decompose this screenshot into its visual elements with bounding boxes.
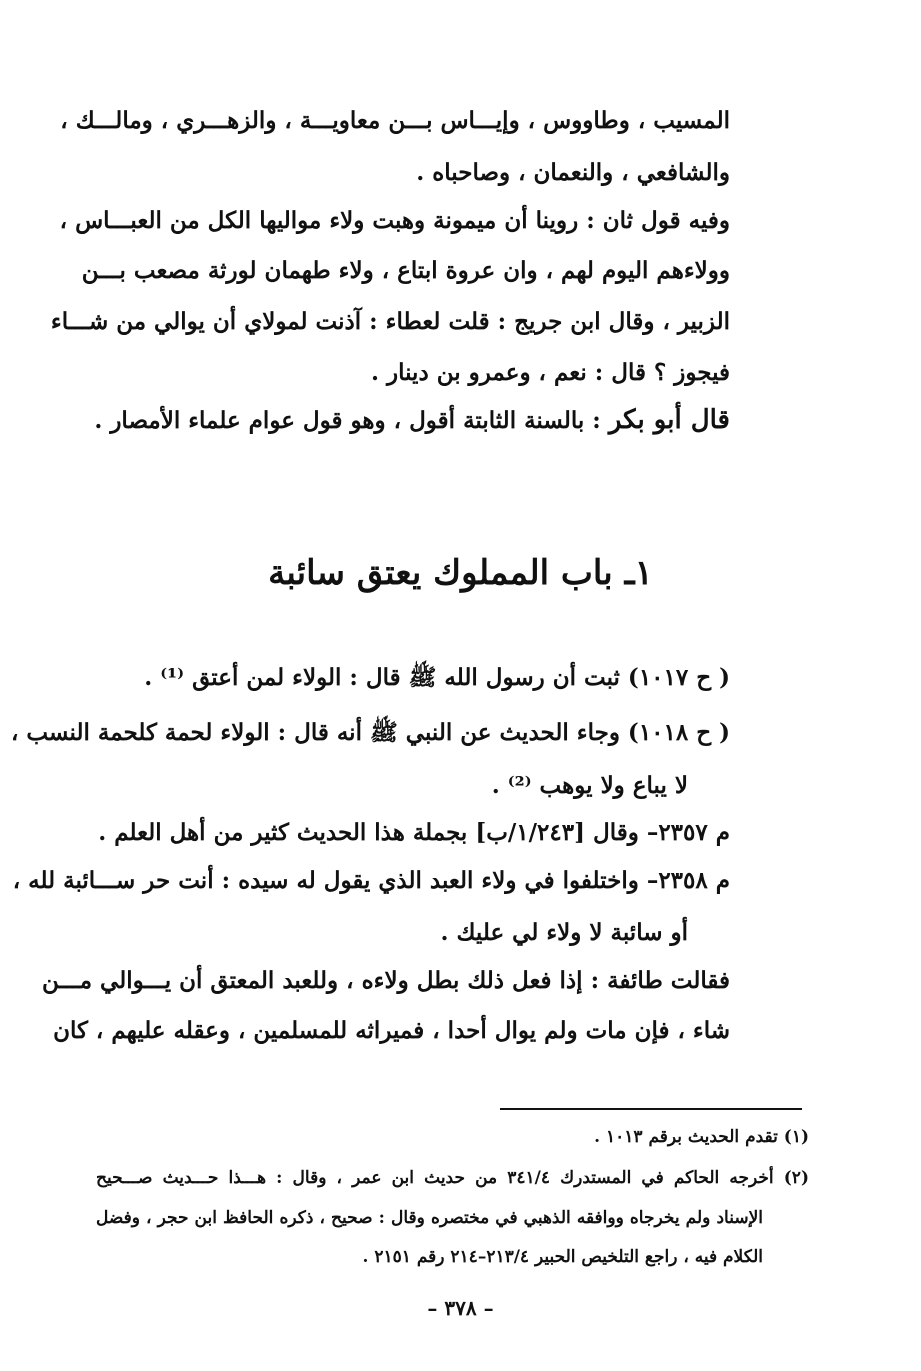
footnote: (٢) أخرجه الحاكم في المستدرك ٣٤١/٤ من حديث ابن عمر ، وقال : هـــذا حـــديث صـــحيح (96, 1168, 809, 1188)
conclusion-line (94, 405, 730, 436)
chapter-title: ١ـ باب المملوك يعتق سائبة (268, 553, 653, 593)
body-line: فقالت طائفة : إذا فعل ذلك بطل ولاءه ، وللعبد المعتق أن يـــوالي مـــن (41, 967, 730, 994)
footnote: (١) تقدم الحديث برقم ١٠١٣ . (594, 1127, 809, 1147)
hadith-entry: ( ح ١٠١٧) ثبت أن رسول الله ﷺ قال : الولاء لمن أعتق ⁽¹⁾ . (144, 664, 730, 691)
page-number: – ٣٧٨ – (427, 1296, 494, 1320)
conclusion-text: : بالسنة الثابتة أقول ، وهو قول عوام علماء الأمصار . (94, 407, 609, 434)
body-line: الزبير ، وقال ابن جريج : قلت لعطاء : آذنت لمولاي أن يوالي من شـــاء (50, 308, 730, 335)
masala-entry: م ٢٣٥٧– وقال [١/٢٤٣/ب] بجملة هذا الحديث كثير من أهل العلم . (98, 819, 730, 846)
body-line: وفيه قول ثان : روينا أن ميمونة وهبت ولاء مواليها الكل من العبـــاس ، (59, 207, 730, 234)
masala-entry-continuation: أو سائبة لا ولاء لي عليك . (440, 919, 688, 946)
footnote-continuation: الكلام فيه ، راجع التلخيص الحبير ٢١٣/٤–٢١٤ رقم ٢١٥١ . (362, 1247, 763, 1267)
body-line: وولاءهم اليوم لهم ، وان عروة ابتاع ، ولاء طهمان لورثة مصعب بـــن (81, 257, 730, 284)
hadith-entry: ( ح ١٠١٨) وجاء الحديث عن النبي ﷺ أنه قال : الولاء لحمة كلحمة النسب ، (11, 719, 730, 746)
hadith-entry-continuation: لا يباع ولا يوهب ⁽²⁾ . (491, 772, 688, 799)
body-line: المسيب ، وطاووس ، وإيـــاس بـــن معاويـــة ، والزهـــري ، ومالـــك ، (60, 107, 730, 134)
footnote-separator (500, 1108, 802, 1110)
body-line: والشافعي ، والنعمان ، وصاحباه . (416, 159, 730, 186)
body-line: فيجوز ؟ قال : نعم ، وعمرو بن دينار . (370, 359, 730, 386)
footnote-continuation: الإسناد ولم يخرجاه ووافقه الذهبي في مختصره وقال : صحيح ، ذكره الحافظ ابن حجر ، وفضل (96, 1208, 763, 1228)
body-line: شاء ، فإن مات ولم يوال أحدا ، فميراثه للمسلمين ، وعقله عليهم ، كان (53, 1017, 730, 1044)
masala-entry: م ٢٣٥٨– واختلفوا في ولاء العبد الذي يقول له سيده : أنت حر ســـائبة لله ، (12, 867, 730, 894)
conclusion-lead: قال أبو بكر (608, 405, 730, 435)
